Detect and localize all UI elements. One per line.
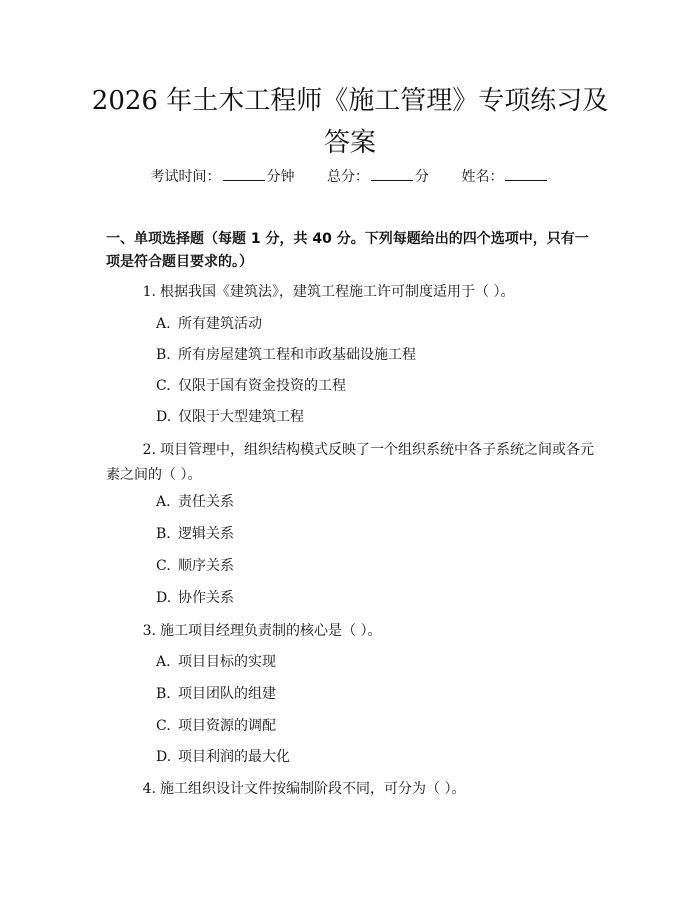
- option-letter: B.: [156, 347, 171, 363]
- option-letter: A.: [156, 494, 171, 510]
- exam-score: [327, 166, 429, 186]
- question-4: [106, 777, 600, 802]
- question-2: [106, 438, 600, 488]
- option-text: 项目资源的调配: [178, 718, 276, 734]
- option-2d: [156, 588, 234, 608]
- option-text: 项目利润的最大化: [178, 749, 290, 765]
- option-letter: A.: [156, 316, 171, 332]
- option-letter: A.: [156, 654, 171, 670]
- question-number: 1.: [142, 284, 156, 300]
- option-3d: [156, 747, 290, 767]
- option-2b: [156, 524, 234, 544]
- section-title: 一、单项选择题（每题 1 分，共 40 分。下列每题给出的四个选项中，只有一项是符合题目要求的。）: [106, 231, 589, 270]
- option-letter: B.: [156, 686, 171, 702]
- option-1a: [156, 314, 262, 334]
- option-text: 仅限于大型建筑工程: [178, 409, 304, 425]
- option-2c: [156, 556, 234, 576]
- title-line-2: 答案: [323, 128, 376, 158]
- time-label: 考试时间：: [150, 169, 221, 185]
- exam-meta: [0, 166, 700, 186]
- question-number: 4.: [142, 781, 156, 797]
- option-1d: [156, 407, 304, 427]
- option-3c: [156, 716, 276, 736]
- option-letter: C.: [156, 378, 171, 394]
- question-text: 项目管理中，组织结构模式反映了一个组织系统中各子系统之间或各元素之间的（ ）。: [106, 442, 594, 483]
- title-line-1: 2026 年土木工程师《施工管理》专项练习及: [91, 86, 609, 116]
- option-text: 项目目标的实现: [178, 654, 276, 670]
- option-text: 逻辑关系: [178, 526, 234, 542]
- option-letter: D.: [156, 409, 172, 425]
- option-letter: B.: [156, 526, 171, 542]
- question-number: 2.: [142, 442, 156, 458]
- time-blank: [223, 168, 265, 181]
- option-letter: D.: [156, 749, 172, 765]
- question-number: 3.: [142, 623, 156, 639]
- time-unit: 分钟: [266, 169, 295, 185]
- option-2a: [156, 492, 234, 512]
- exam-name: [461, 166, 549, 186]
- option-text: 项目团队的组建: [178, 686, 276, 702]
- option-3a: [156, 652, 276, 672]
- exam-time: [151, 166, 295, 186]
- score-label: 总分：: [327, 169, 369, 185]
- option-text: 所有建筑活动: [178, 316, 262, 332]
- option-text: 仅限于国有资金投资的工程: [178, 378, 346, 394]
- question-text: 施工项目经理负责制的核心是（ ）。: [160, 623, 382, 639]
- name-label: 姓名：: [461, 169, 504, 185]
- question-3: [106, 619, 600, 644]
- option-3b: [156, 684, 276, 704]
- question-text: 根据我国《建筑法》，建筑工程施工许可制度适用于（ ）。: [160, 284, 515, 300]
- option-letter: C.: [156, 558, 171, 574]
- option-text: 协作关系: [178, 590, 234, 606]
- option-1b: [156, 345, 416, 365]
- option-text: 所有房屋建筑工程和市政基础设施工程: [178, 347, 416, 363]
- score-unit: 分: [415, 169, 429, 185]
- option-letter: C.: [156, 718, 171, 734]
- score-blank: [371, 168, 413, 181]
- question-1: [106, 280, 600, 305]
- name-blank: [505, 168, 547, 181]
- option-text: 顺序关系: [178, 558, 234, 574]
- question-text: 施工组织设计文件按编制阶段不同，可分为（ ）。: [160, 781, 466, 797]
- option-1c: [156, 376, 346, 396]
- option-text: 责任关系: [178, 494, 234, 510]
- document-title: [60, 80, 640, 164]
- option-letter: D.: [156, 590, 172, 606]
